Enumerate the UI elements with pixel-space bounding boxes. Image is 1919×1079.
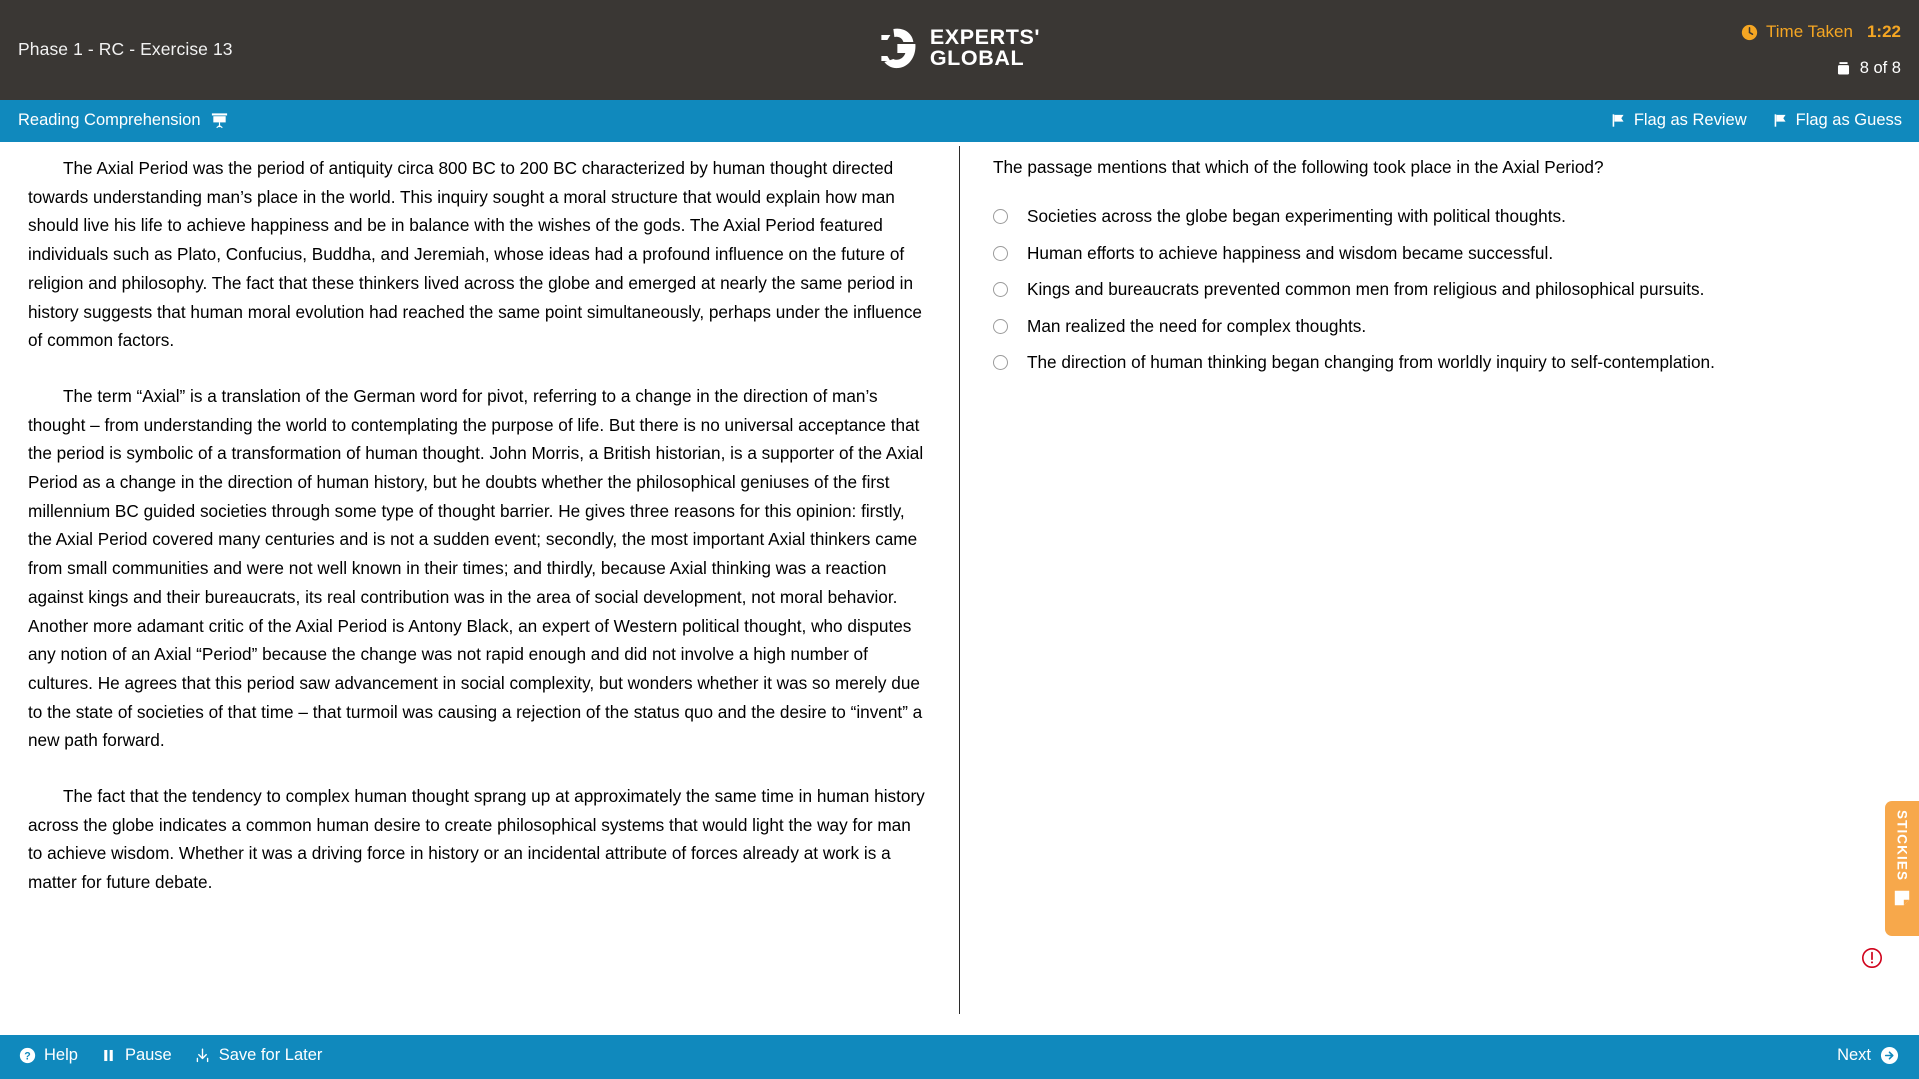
radio-button-icon[interactable] bbox=[993, 282, 1008, 297]
help-label: Help bbox=[44, 1046, 78, 1064]
section-name-group bbox=[18, 111, 229, 130]
flag-as-review-label: Flag as Review bbox=[1633, 111, 1747, 129]
pause-icon bbox=[100, 1047, 117, 1064]
radio-button-icon[interactable] bbox=[993, 246, 1008, 261]
question-stack-icon bbox=[1835, 60, 1852, 77]
brand-line-1: EXPERTS' bbox=[929, 25, 1041, 49]
exercise-title: Phase 1 - RC - Exercise 13 bbox=[18, 39, 233, 59]
flag-as-guess-button[interactable] bbox=[1773, 111, 1902, 130]
section-toolbar bbox=[0, 100, 1919, 142]
answer-option-label: The direction of human thinking began changing from worldly inquiry to self-contemplation. bbox=[1027, 352, 1715, 372]
answer-option-4[interactable] bbox=[993, 315, 1879, 337]
answer-options-list bbox=[993, 205, 1879, 373]
question-pane bbox=[960, 142, 1919, 1035]
answer-option-2[interactable] bbox=[993, 242, 1879, 264]
bottom-actions-group bbox=[19, 1046, 322, 1065]
svg-text:?: ? bbox=[24, 1050, 31, 1063]
bottom-toolbar bbox=[0, 1035, 1919, 1079]
answer-option-label: Societies across the globe began experimenting with political thoughts. bbox=[1027, 206, 1566, 226]
flag-icon bbox=[1773, 113, 1788, 128]
alert-exclamation-icon[interactable] bbox=[1861, 947, 1883, 969]
passage-pane bbox=[0, 142, 958, 1035]
presentation-board-icon[interactable] bbox=[210, 111, 229, 130]
time-taken-value: 1:22 bbox=[1866, 22, 1901, 41]
section-name: Reading Comprehension bbox=[18, 111, 201, 129]
flag-buttons-group bbox=[1611, 111, 1902, 130]
answer-option-label: Kings and bureaucrats prevented common men from religious and philosophical pursuits. bbox=[1027, 279, 1705, 299]
top-header-bar bbox=[0, 0, 1919, 100]
arrow-right-circle-icon bbox=[1880, 1046, 1899, 1065]
save-for-later-label: Save for Later bbox=[218, 1046, 323, 1064]
download-save-icon bbox=[194, 1047, 211, 1064]
brand-wordmark bbox=[930, 27, 1040, 70]
radio-button-icon[interactable] bbox=[993, 209, 1008, 224]
answer-option-label: Man realized the need for complex thoughts. bbox=[1027, 315, 1367, 336]
radio-button-icon[interactable] bbox=[993, 355, 1008, 370]
radio-button-icon[interactable] bbox=[993, 319, 1008, 334]
help-button[interactable] bbox=[19, 1046, 78, 1065]
clock-icon bbox=[1741, 24, 1758, 41]
passage-paragraph: The term “Axial” is a translation of the German word for pivot, referring to a change in the direction of man’s thought – from understanding the world to contemplating the purpose of life. But there is no universal acceptance that the period is symbolic of a transformation of human thought. John Morris, a British historian, is a supporter of the Axial Period as a change in the direction of human history, but he doubts whether the philosophical geniuses of the first millennium BC guided societies through some type of thought barrier. He gives three reasons for this opinion: firstly, the Axial Period covered many centuries and is not a sudden event; secondly, the most important Axial thinkers came from small communities and were not well known in their times; and thirdly, because Axial thinking was a reaction against kings and their bureaucrats, its real contribution was in the area of social development, not moral behavior. Another more adamant critic of the Axial Period is Antony Black, an expert of Western political thought, who disputes any notion of an Axial “Period” because the change was not rapid enough and did not involve a high number of cultures. He agrees that this period saw advancement in social complexity, but wonders whether it was so merely due to the state of societies of that time – that turmoil was causing a rejection of the status quo and the desire to “invent” a new path forward. bbox=[28, 385, 924, 751]
brand-line-2: GLOBAL bbox=[929, 46, 1025, 71]
answer-option-3[interactable] bbox=[993, 278, 1879, 300]
pause-label: Pause bbox=[124, 1046, 172, 1064]
sticky-note-icon bbox=[1893, 889, 1911, 907]
main-content-area bbox=[0, 142, 1919, 1035]
stickies-label: STICKIES bbox=[1894, 810, 1910, 882]
stickies-panel-tab[interactable] bbox=[1885, 801, 1919, 936]
help-question-icon bbox=[19, 1047, 36, 1064]
next-label: Next bbox=[1837, 1046, 1871, 1064]
answer-option-1[interactable] bbox=[993, 205, 1879, 227]
question-counter bbox=[1835, 59, 1901, 78]
time-taken-display bbox=[1741, 22, 1901, 42]
next-button[interactable] bbox=[1837, 1046, 1899, 1065]
passage-paragraph: The Axial Period was the period of antiquity circa 800 BC to 200 BC characterized by human thought directed towards understanding man’s place in the world. This inquiry sought a moral structure that would explain how man should live his life to achieve happiness and be in balance with the wishes of the gods. The Axial Period featured individuals such as Plato, Confucius, Buddha, and Jeremiah, whose ideas had a profound influence on the future of religion and philosophy. The fact that these thinkers lived across the globe and emerged at nearly the same period in history suggests that human moral evolution had reached the same point simultaneously, perhaps under the influence of common factors. bbox=[28, 158, 922, 351]
brand-logo bbox=[879, 27, 1040, 70]
experts-global-logo-icon bbox=[879, 27, 919, 69]
flag-as-guess-label: Flag as Guess bbox=[1795, 111, 1902, 129]
flag-as-review-button[interactable] bbox=[1611, 111, 1747, 130]
answer-option-label: Human efforts to achieve happiness and wisdom became successful. bbox=[1027, 242, 1554, 263]
pause-button[interactable] bbox=[100, 1046, 172, 1065]
passage-paragraph: The fact that the tendency to complex human thought sprang up at approximately the same time in human history across the globe indicates a common human desire to create philosophical systems that would light the way for man to achieve wisdom. Whether it was a driving force in history or an incidental attribute of forces already at work is a matter for future debate. bbox=[28, 786, 925, 893]
save-for-later-button[interactable] bbox=[194, 1046, 323, 1065]
question-stem: The passage mentions that which of the following took place in the Axial Period? bbox=[993, 157, 1604, 177]
flag-icon bbox=[1611, 113, 1626, 128]
time-taken-label: Time Taken bbox=[1766, 22, 1853, 41]
question-counter-value: 8 of 8 bbox=[1859, 59, 1901, 77]
answer-option-5[interactable] bbox=[993, 351, 1879, 373]
